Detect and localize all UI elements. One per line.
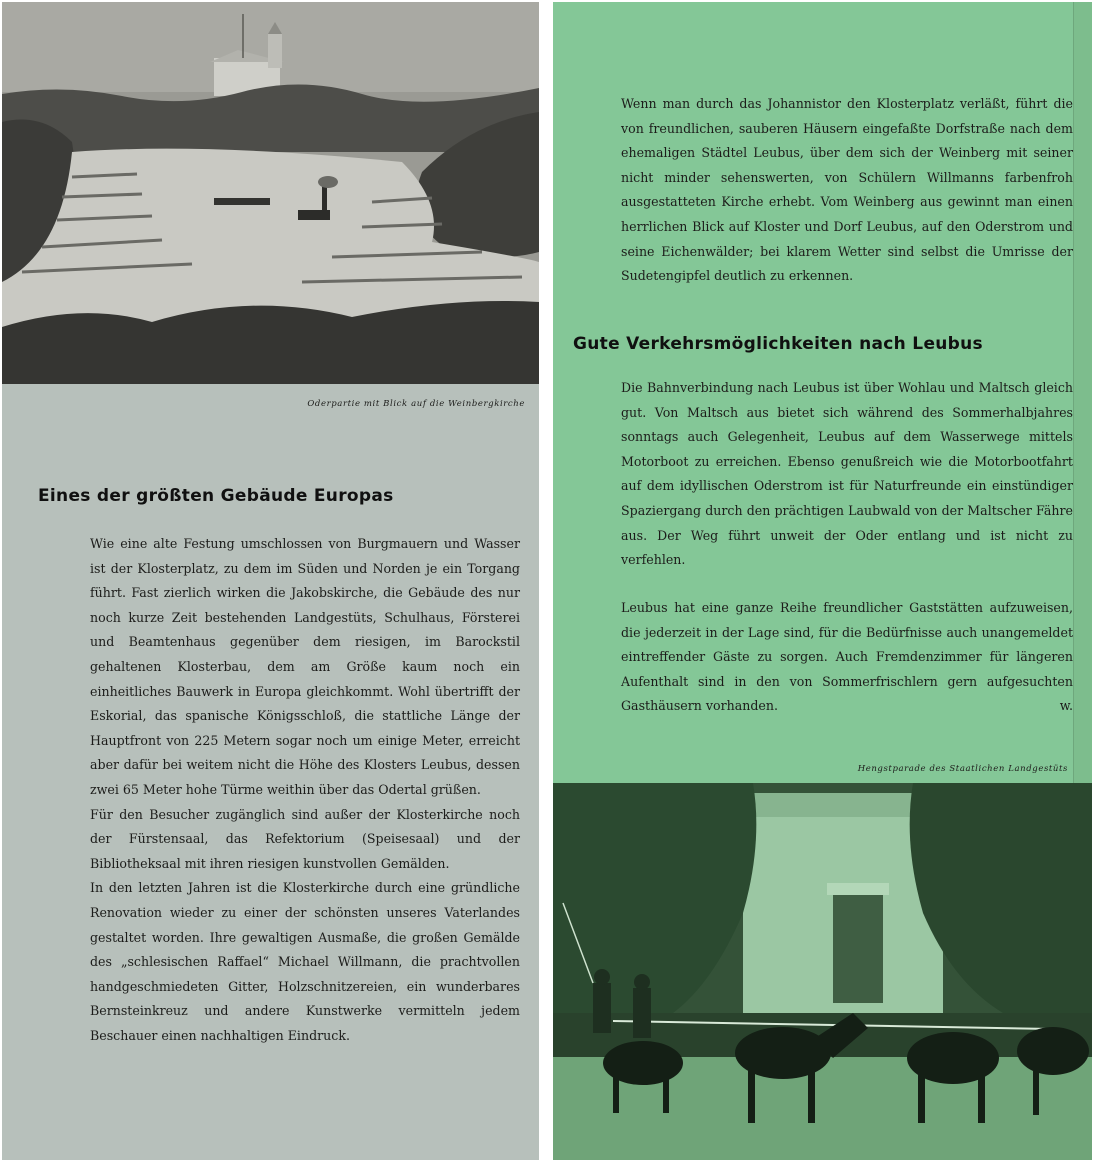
river-photo [2, 2, 539, 384]
left-paragraph-1: Wie eine alte Festung umschlossen von Burgmauern und Wasser ist der Klosterplatz, zu dem im Süden und Norden je ein Torgang führt. Fast zierlich wirken die Jakobskirche, die Gebäude des nur noch kurze Zeit bestehenden Landgestüts, Schulhaus, Försterei und Beamtenhaus gegenüber dem riesigen, im Barockstil gehaltenen Klosterbau, dem am Größe kaum noch ein einheitliches Bauwerk in Europa gleichkommt. Wohl übertrifft der Eskorial, das spanische Königsschloß, die stattliche Länge der Hauptfront von 225 Metern sogar noch um einige Meter, erreicht aber dafür bei weitem nicht die Höhe des Klosters Leubus, dessen zwei 65 Meter hohe Türme weithin über das Odertal grüßen. [90, 536, 520, 797]
river-photo-caption: Oderpartie mit Blick auf die Weinbergkirche [307, 399, 525, 409]
river-landscape-image [2, 2, 539, 384]
right-paragraph-3-text: Leubus hat eine ganze Reihe freundlicher Gaststätten aufzuweisen, die jederzeit in der Lage sind, für die Bedürfnisse auch unangemeldet eintreffender Gäste zu sorgen. Auch Fremdenzimmer für längeren Aufenthalt sind in den von Sommerfrischlern gern aufgesuchten Gasthäusern vorhanden. [621, 600, 1073, 714]
author-signature: w. [1059, 698, 1073, 714]
right-paragraph-2: Die Bahnverbindung nach Leubus ist über Wohlau und Maltsch gleich gut. Von Maltsch aus bietet sich während des Sommerhalbjahres sonntags auch Gelegenheit, Leubus auf dem Wasserwege mittels Motorboot zu erreichen. Ebenso genußreich wie die Motorbootfahrt auf dem idyllischen Oderstrom ist für Naturfreunde ein einstündiger Spaziergang durch den prächtigen Laubwald von der Maltscher Fähre aus. Der Weg führt unweit der Oder entlang und ist nicht zu verfehlen. [621, 380, 1073, 568]
horse-parade-image [553, 783, 1092, 1160]
right-page [553, 2, 1092, 1160]
left-body-text [90, 532, 520, 1048]
left-paragraph-3: In den letzten Jahren ist die Klosterkirche durch eine gründliche Renovation wieder zu einer der schönsten unseres Vaterlandes gestaltet worden. Ihre gewaltigen Ausmaße, die großen Gemälde des „schlesischen Raffael“ Michael Willmann, die prachtvollen handgeschmiedeten Gitter, Holzschnitzereien, ein wunderbares Bernsteinkreuz und andere Kunstwerke vermitteln jedem Beschauer einen nachhaltigen Eindruck. [90, 880, 520, 1043]
right-paragraph-3 [621, 596, 1073, 719]
horse-photo-caption: Hengstparade des Staatlichen Landgestüts [857, 764, 1068, 774]
right-section-heading: Gute Verkehrsmöglichkeiten nach Leubus [573, 334, 983, 354]
right-intro-paragraph: Wenn man durch das Johannistor den Klosterplatz verläßt, führt die von freundlichen, sauberen Häusern eingefaßte Dorfstraße nach dem ehemaligen Städtel Leubus, über dem sich der Weinberg mit seiner nicht minder sehenswerten, von Schülern Willmanns farbenfroh ausgestatteten Kirche erhebt. Vom Weinberg aus gewinnt man einen herrlichen Blick auf Kloster und Dorf Leubus, auf den Oderstrom und seine Eichenwälder; bei klarem Wetter sind selbst die Umrisse der Sudetengipfel deutlich zu erkennen. [621, 96, 1073, 284]
left-paragraph-2: Für den Besucher zugänglich sind außer der Klosterkirche noch der Fürstensaal, das Refektorium (Speisesaal) und der Bibliotheksaal mit ihren riesigen kunstvollen Gemälden. [90, 806, 520, 871]
horse-parade-photo [553, 783, 1092, 1160]
left-section-heading: Eines der größten Gebäude Europas [38, 486, 394, 506]
left-page [2, 2, 539, 1160]
